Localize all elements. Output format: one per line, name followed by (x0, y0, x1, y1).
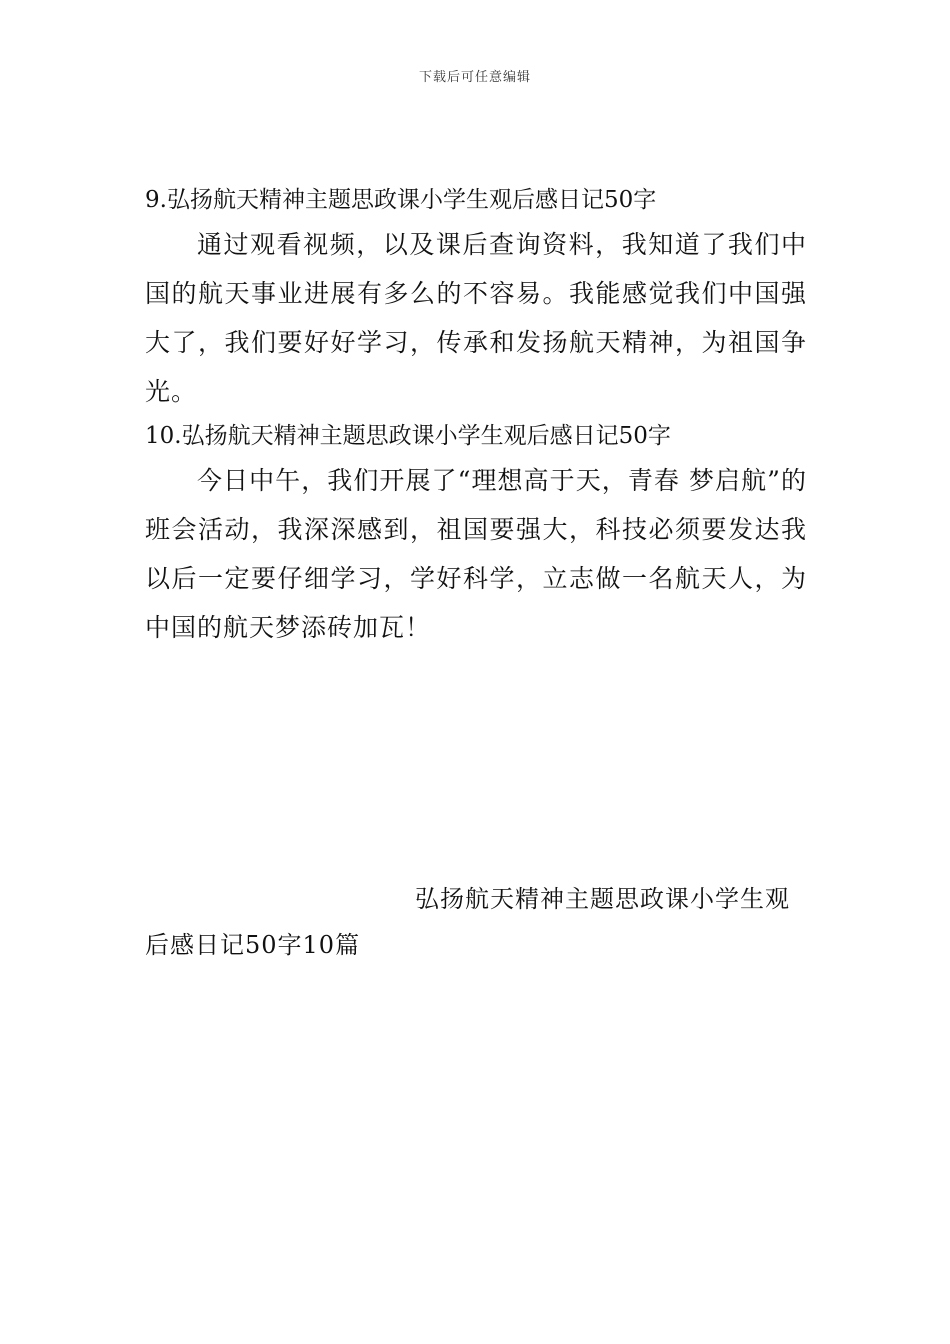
section-10-heading: 10.弘扬航天精神主题思政课小学生观后感日记50字 (145, 423, 671, 449)
document-title: 弘扬航天精神主题思政课小学生观后感日记50字10篇 (145, 885, 790, 959)
section-10-body: 今日中午，我们开展了“理想高于天，青春 梦启航”的班会活动，我深深感到，祖国要强大，科技必须要发达我以后一定要仔细学习，学好科学，立志做一名航天人，为中国的航天梦添砖加瓦！ (145, 466, 807, 642)
section-9-heading: 9.弘扬航天精神主题思政课小学生观后感日记50字 (145, 187, 657, 213)
section-9-body: 通过观看视频，以及课后查询资料，我知道了我们中国的航天事业进展有多么的不容易。我能感觉我们中国强大了，我们要好好学习，传承和发扬航天精神，为祖国争光。 (145, 230, 807, 406)
page-header: 下载后可任意编辑 (418, 70, 531, 85)
document-body (145, 180, 807, 652)
